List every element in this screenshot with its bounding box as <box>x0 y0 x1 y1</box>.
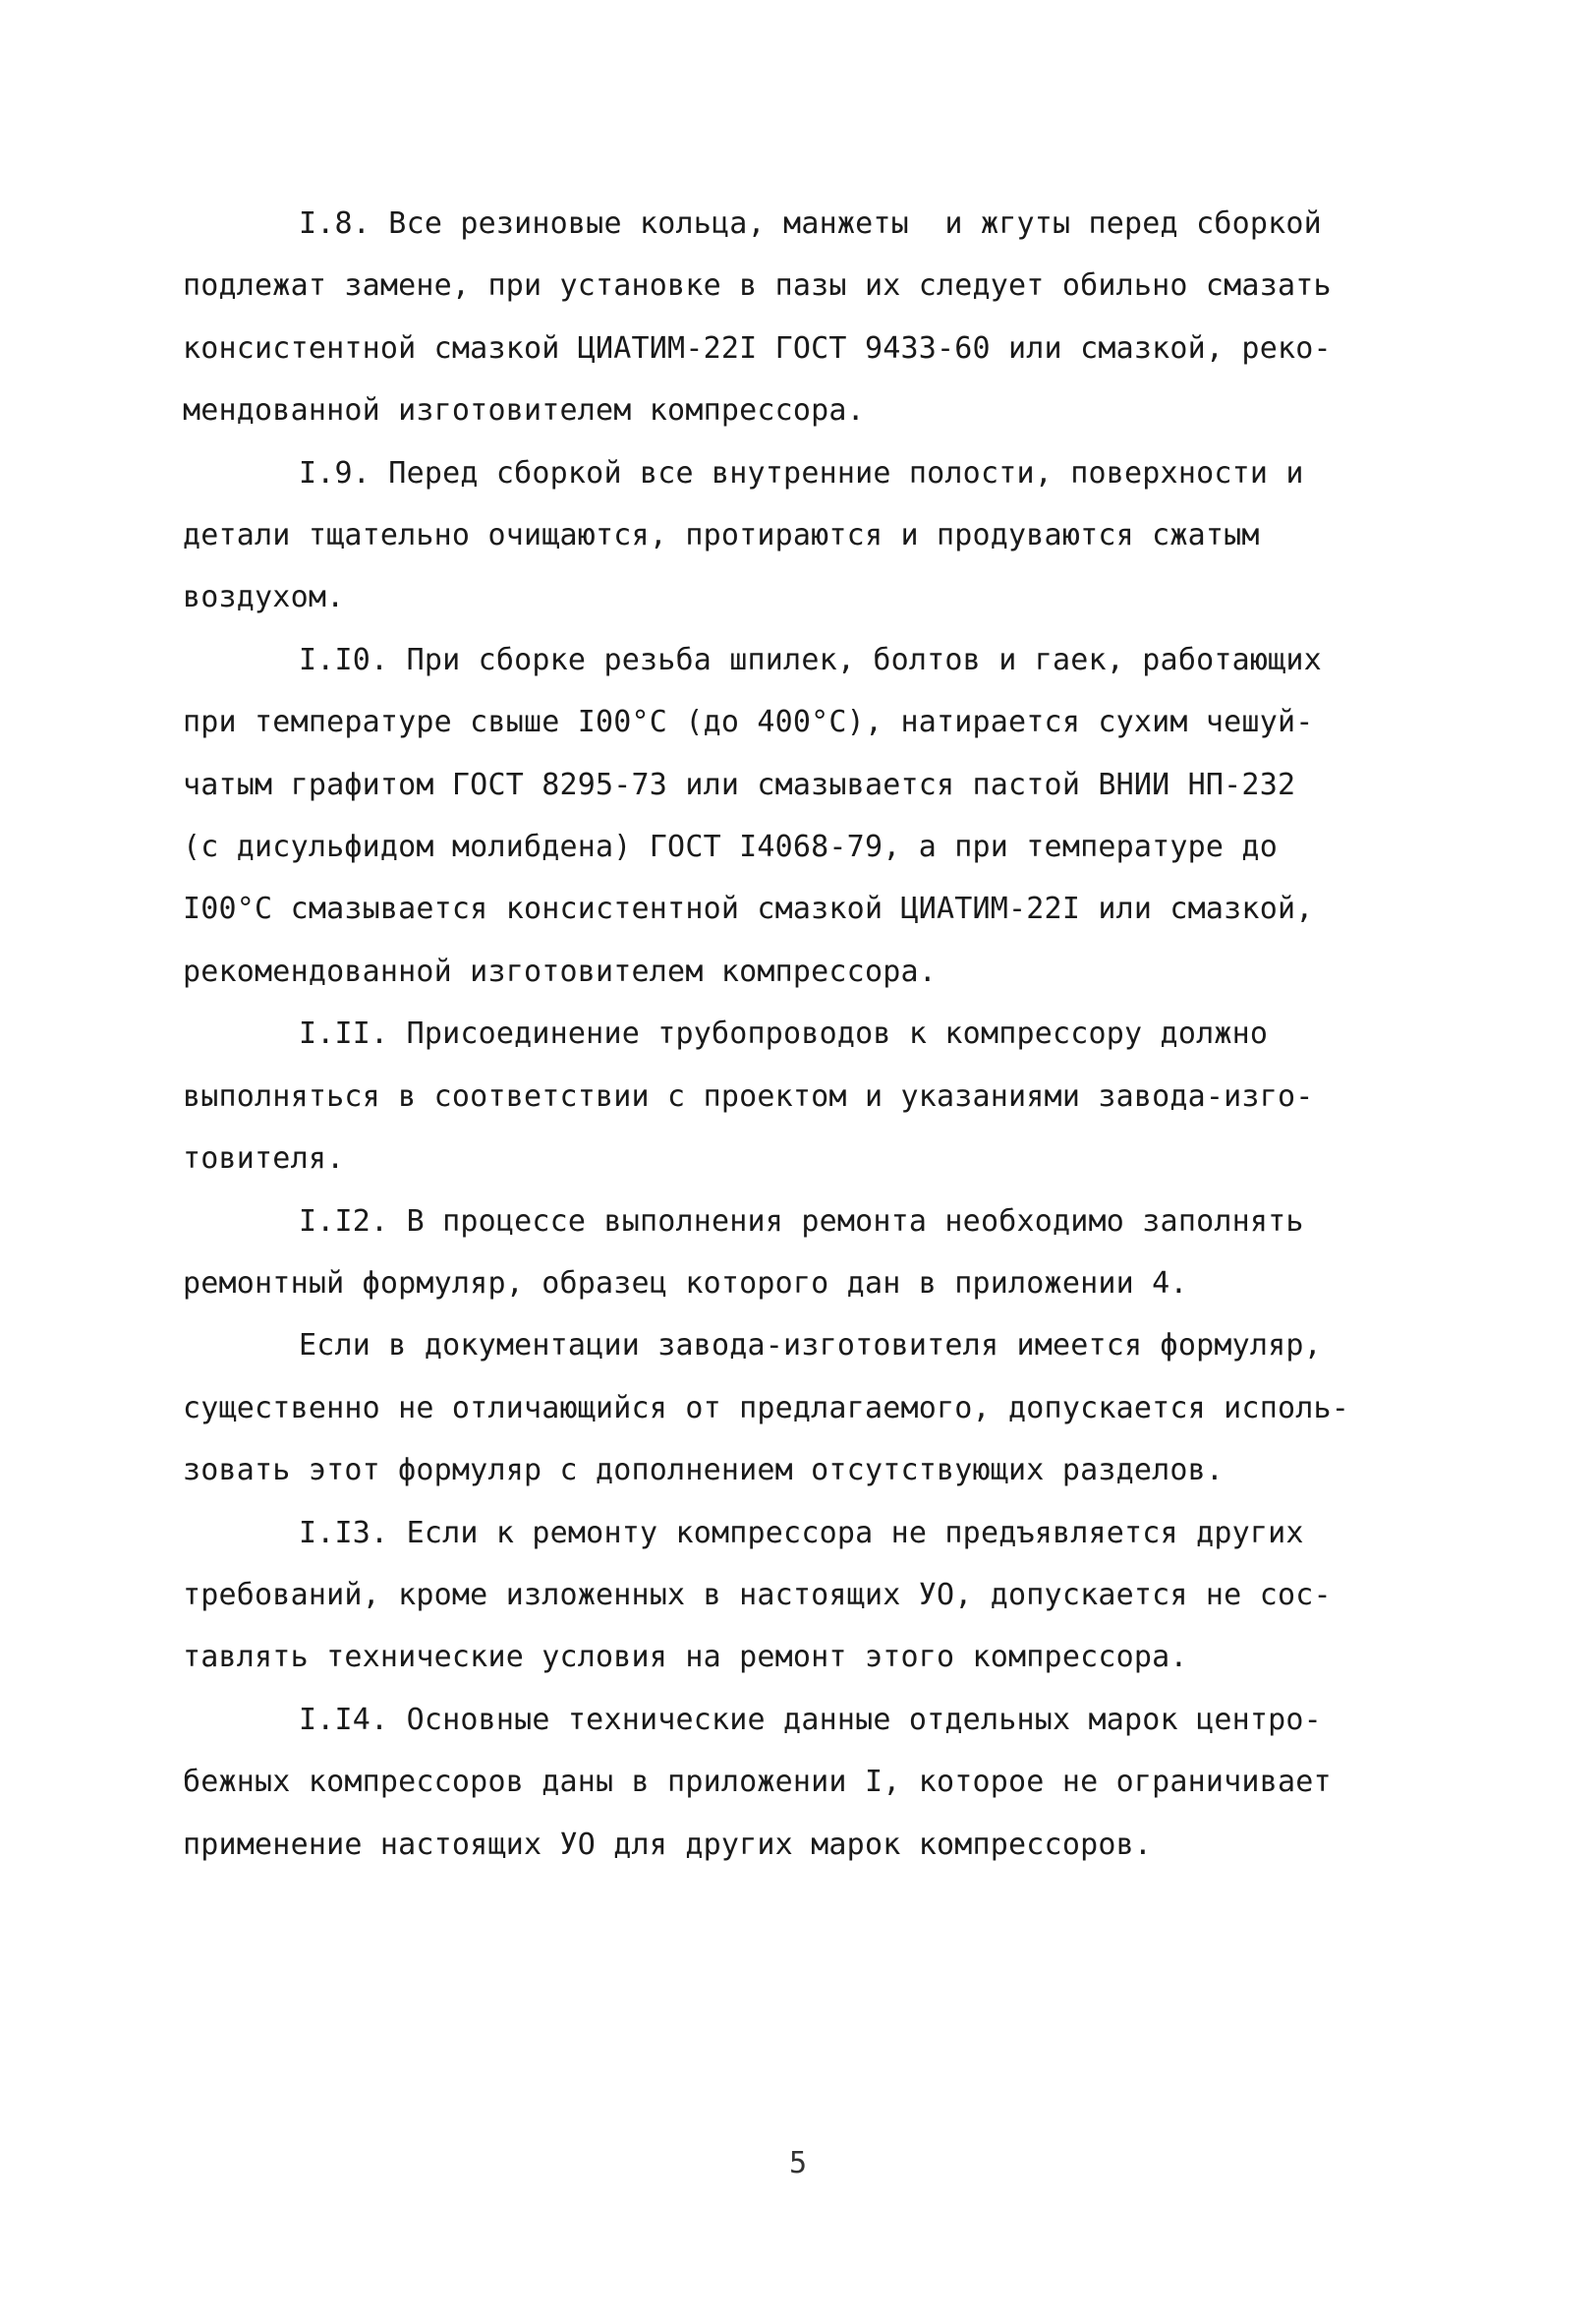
paragraph-1-12 <box>183 1190 1423 1315</box>
text-line: тавлять технические условия на ремонт этого компрессора. <box>183 1640 1188 1675</box>
page-number: 5 <box>788 2146 808 2180</box>
text-line: I00°С смазывается консистентной смазкой ЦИАТИМ-22I или смазкой, <box>183 892 1314 927</box>
text-line: I.9. Перед сборкой все внутренние полости, поверхности и <box>299 455 1304 491</box>
text-line: выполняться в соответствии с проектом и указаниями завода-изго- <box>183 1078 1314 1114</box>
text-line: при температуре свыше I00°С (до 400°С), натирается сухим чешуй- <box>183 705 1314 740</box>
text-line: бежных компрессоров даны в приложении I, которое не ограничивает <box>183 1765 1332 1800</box>
text-line: I.I2. В процессе выполнения ремонта необходимо заполнять <box>299 1203 1304 1239</box>
paragraph-1-13 <box>183 1502 1423 1689</box>
text-line: консистентной смазкой ЦИАТИМ-22I ГОСТ 9433-60 или смазкой, реко- <box>183 330 1332 366</box>
paragraph-1-10 <box>183 629 1423 1003</box>
text-line: I.II. Присоединение трубопроводов к компрессору должно <box>299 1016 1269 1052</box>
paragraph-1-14 <box>183 1689 1423 1876</box>
text-line: ремонтный формуляр, образец которого дан в приложении 4. <box>183 1265 1188 1301</box>
text-line: I.I4. Основные технические данные отдельных марок центро- <box>299 1702 1322 1737</box>
text-line: (с дисульфидом молибдена) ГОСТ I4068-79, а при температуре до <box>183 830 1278 865</box>
text-line: детали тщательно очищаются, протираются и продуваются сжатым <box>183 518 1260 553</box>
body-text <box>183 193 1423 1876</box>
text-line: подлежат замене, при установке в пазы их следует обильно смазать <box>183 268 1332 304</box>
text-line: зовать этот формуляр с дополнением отсутствующих разделов. <box>183 1453 1225 1488</box>
text-line: мендованной изготовителем компрессора. <box>183 393 865 429</box>
paragraph-1-11 <box>183 1003 1423 1190</box>
text-line: товителя. <box>183 1141 345 1177</box>
text-line: существенно не отличающийся от предлагаемого, допускается исполь- <box>183 1390 1349 1425</box>
text-line: Если в документации завода-изготовителя имеется формуляр, <box>299 1328 1322 1364</box>
text-line: I.I0. При сборке резьба шпилек, болтов и гаек, работающих <box>299 642 1322 677</box>
text-line: I.I3. Если к ремонту компрессора не предъявляется других <box>299 1515 1304 1550</box>
paragraph-formular-note <box>183 1314 1423 1501</box>
text-line: чатым графитом ГОСТ 8295-73 или смазывается пастой ВНИИ НП-232 <box>183 767 1296 802</box>
paragraph-1-8 <box>183 193 1423 442</box>
text-line: рекомендованной изготовителем компрессора. <box>183 954 937 989</box>
paragraph-1-9 <box>183 442 1423 629</box>
text-line: требований, кроме изложенных в настоящих УО, допускается не сос- <box>183 1577 1332 1612</box>
text-line: применение настоящих УО для других марок компрессоров. <box>183 1827 1153 1862</box>
text-line: воздухом. <box>183 580 345 615</box>
text-line: I.8. Все резиновые кольца, манжеты и жгуты перед сборкой <box>299 206 1322 241</box>
